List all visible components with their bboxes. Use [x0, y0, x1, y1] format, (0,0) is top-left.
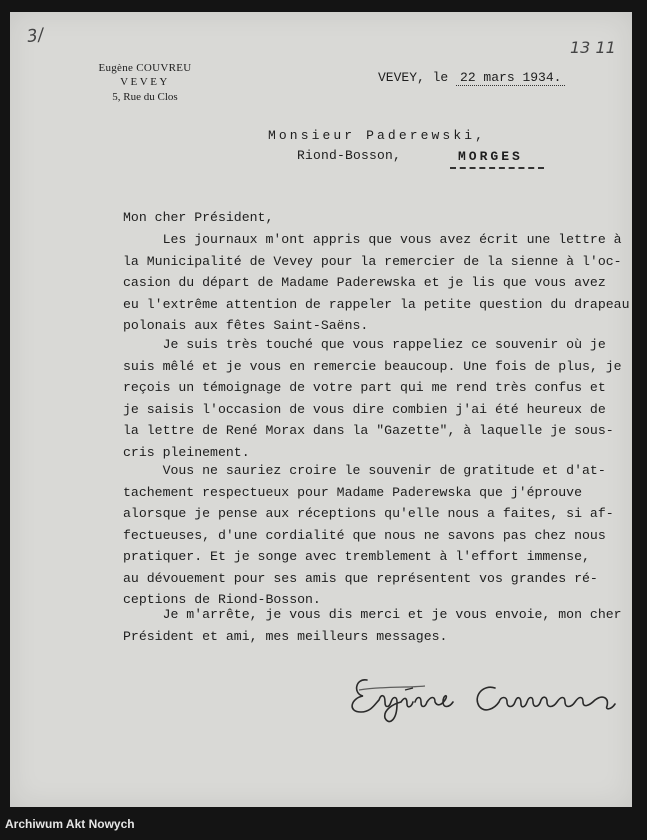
handwritten-signature — [345, 660, 625, 730]
pencil-annotation-top-left: 3/ — [25, 24, 45, 48]
paragraph-2: Je suis très touché que vous rappeliez ce souvenir où je suis mêlé et je vous en remercie beaucoup. Une fois de plus, je reçois un témoignage de votre part qui me rend très confus et je saisis l'occasion de vous dire combien j'ai été heureux de la lettre de René Morax dans la "Gazette", à laquelle je sous- cris pleinement. — [123, 337, 622, 460]
paragraph-1: Les journaux m'ont appris que vous avez écrit une lettre à la Municipalité de Vevey pour la remercier de la sienne à l'oc- casion du départ de Madame Paderewska et je lis que vous avez eu l'extrême attention de rappeler la petite question du drapeau polonais aux fêtes Saint-Saëns. — [123, 232, 630, 333]
pencil-annotation-top-right: 13 11 — [570, 38, 616, 57]
letterhead-name: Eugène COUVREU — [98, 62, 192, 74]
recipient-name: Monsieur Paderewski, — [268, 128, 487, 143]
date-value: 22 mars 1934. — [456, 70, 565, 86]
paragraph-4: Je m'arrête, je vous dis merci et je vous envoie, mon cher Président et ami, mes meilleurs messages. — [123, 607, 622, 644]
date-place: VEVEY, le — [378, 70, 449, 85]
recipient-street: Riond-Bosson, — [297, 148, 402, 163]
recipient-town: MORGES — [458, 149, 523, 164]
letterhead-address: 5, Rue du Clos — [112, 91, 178, 103]
letterhead-city: VEVEY — [120, 76, 170, 88]
town-underline — [450, 167, 544, 169]
archive-footer: Archiwum Akt Nowych — [5, 817, 135, 831]
date-line — [378, 70, 565, 86]
salutation: Mon cher Président, — [123, 210, 274, 225]
paragraph-3: Vous ne sauriez croire le souvenir de gratitude et d'at- tachement respectueux pour Madame Paderewska que j'éprouve alorsque je pense aux réceptions qu'elle nous a faites, si af- fectueuses, d'une cordialité que nous ne savons pas chez nous pratiquer. Et je songe avec tremblement à l'effort immense, au dévouement pour ses amis que représentent vos grandes ré- ceptions de Riond-Bosson. — [123, 463, 614, 607]
letter-page — [10, 12, 632, 807]
